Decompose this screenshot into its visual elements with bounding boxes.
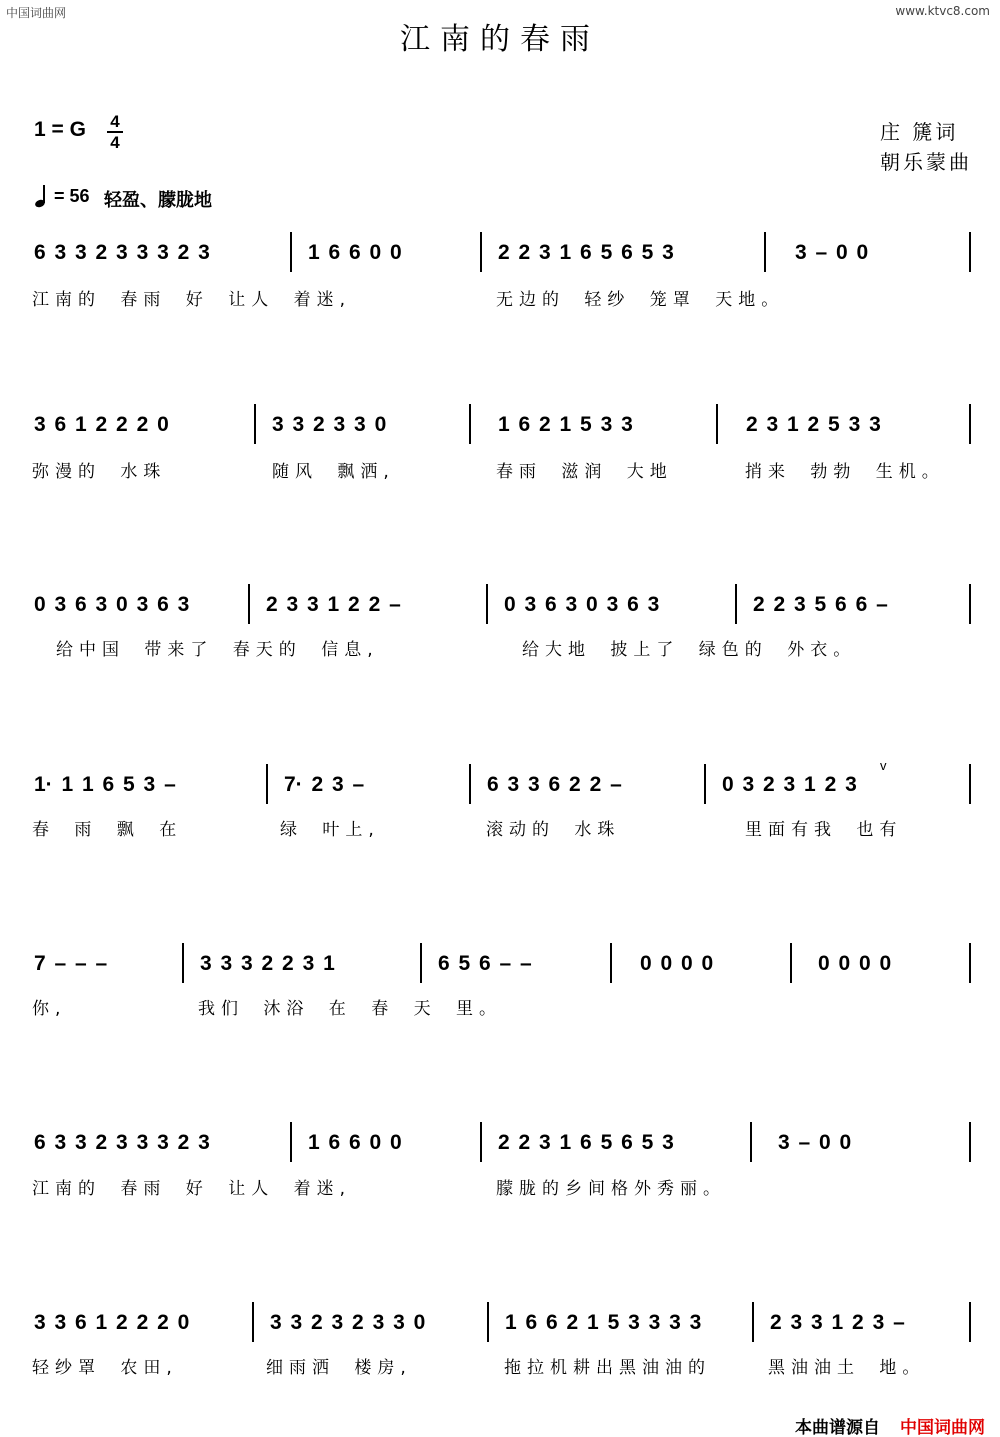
measure: 3 3 2 3 3 0 xyxy=(272,413,387,436)
composer-credit: 朝乐蒙曲 xyxy=(880,150,972,174)
measure: 6 3 3 2 3 3 3 2 3 xyxy=(34,1131,210,1154)
site-label-left: 中国词曲网 xyxy=(6,6,67,20)
measure: 2 2 3 5 6 6 – xyxy=(753,593,888,616)
measure: 2 2 3 1 6 5 6 5 3 xyxy=(498,1131,674,1154)
barline xyxy=(266,764,268,804)
tempo-text: 轻盈、朦胧地 xyxy=(104,190,212,210)
measure: 7 – – – xyxy=(34,952,108,975)
barline xyxy=(969,764,971,804)
barline xyxy=(750,1122,752,1162)
lyric-line: 给中国 带来了 春天的 信息, xyxy=(56,640,379,660)
measure: 1 6 6 2 1 5 3 3 3 3 xyxy=(505,1311,702,1334)
barline xyxy=(487,1302,489,1342)
barline xyxy=(420,943,422,983)
lyric-line: 春 雨 飘 在 xyxy=(32,820,183,840)
barline xyxy=(704,764,706,804)
lyricist-credit: 庄 篪词 xyxy=(880,120,959,144)
lyric-line: 拖拉机耕出黑油油的 xyxy=(504,1358,711,1378)
measure: 1 6 6 0 0 xyxy=(308,241,402,264)
lyric-line: 我们 沐浴 在 春 天 里。 xyxy=(198,999,503,1019)
lyric-line: 绿 叶上, xyxy=(280,820,380,840)
site-label-right: www.ktvc8.com xyxy=(895,4,990,18)
lyric-line: 给大地 披上了 绿色的 外衣。 xyxy=(522,640,857,660)
barline xyxy=(290,1122,292,1162)
time-signature-top: 4 xyxy=(110,112,120,131)
tempo-value: = 56 xyxy=(54,186,90,206)
barline xyxy=(969,1302,971,1342)
quarter-note-head xyxy=(34,199,46,209)
lyric-line: 你, xyxy=(32,999,67,1019)
measure: 3 6 1 2 2 2 0 xyxy=(34,413,169,436)
measure: 3 3 2 3 2 3 3 0 xyxy=(270,1311,426,1334)
lyric-line: 无边的 轻纱 笼罩 天地。 xyxy=(496,290,785,310)
quarter-note-icon xyxy=(34,185,50,209)
barline xyxy=(969,943,971,983)
lyric-line: 黑油油土 地。 xyxy=(768,1358,926,1378)
measure: 6 3 3 6 2 2 – xyxy=(487,773,622,796)
barline xyxy=(752,1302,754,1342)
lyric-line: 滚动的 水珠 xyxy=(486,820,621,840)
lyric-line: 弥漫的 水珠 xyxy=(32,462,167,482)
lyric-line: 朦胧的乡间格外秀丽。 xyxy=(496,1179,726,1199)
song-title: 江南的春雨 xyxy=(400,22,600,57)
barline xyxy=(969,232,971,272)
measure: 2 3 3 1 2 3 – xyxy=(770,1311,905,1334)
measure: 3 3 6 1 2 2 2 0 xyxy=(34,1311,190,1334)
barline xyxy=(480,232,482,272)
lyric-line: 里面有我 也有 xyxy=(745,820,903,840)
measure: 1 6 2 1 5 3 3 xyxy=(498,413,633,436)
lyric-line: 随风 飘洒, xyxy=(272,462,395,482)
barline xyxy=(716,404,718,444)
time-signature xyxy=(106,113,124,151)
footer-source-site: 中国词曲网 xyxy=(900,1418,985,1437)
breath-mark: v xyxy=(880,758,887,773)
time-signature-bottom: 4 xyxy=(110,133,120,152)
lyric-line: 轻纱罩 农田, xyxy=(32,1358,178,1378)
measure: 3 3 3 2 2 3 1 xyxy=(200,952,335,975)
measure: 7· 2 3 – xyxy=(284,773,365,796)
measure: 1 6 6 0 0 xyxy=(308,1131,402,1154)
barline xyxy=(469,764,471,804)
barline xyxy=(182,943,184,983)
measure: 0 0 0 0 xyxy=(818,952,892,975)
barline xyxy=(969,584,971,624)
barline xyxy=(290,232,292,272)
barline xyxy=(254,404,256,444)
barline xyxy=(764,232,766,272)
measure: 2 2 3 1 6 5 6 5 3 xyxy=(498,241,674,264)
measure: 0 0 0 0 xyxy=(640,952,714,975)
measure: 6 5 6 – – xyxy=(438,952,532,975)
barline xyxy=(969,1122,971,1162)
measure: 6 3 3 2 3 3 3 2 3 xyxy=(34,241,210,264)
barline xyxy=(969,404,971,444)
footer-source-label: 本曲谱源自 xyxy=(795,1418,880,1437)
barline xyxy=(610,943,612,983)
measure: 0 3 6 3 0 3 6 3 xyxy=(504,593,660,616)
barline xyxy=(480,1122,482,1162)
measure: 2 3 1 2 5 3 3 xyxy=(746,413,881,436)
measure: 3 – 0 0 xyxy=(778,1131,852,1154)
lyric-line: 细雨洒 楼房, xyxy=(266,1358,412,1378)
lyric-line: 捎来 勃勃 生机。 xyxy=(745,462,945,482)
barline xyxy=(790,943,792,983)
barline xyxy=(248,584,250,624)
barline xyxy=(735,584,737,624)
key-signature: 1 = G xyxy=(34,118,86,141)
lyric-line: 江南的 春雨 好 让人 着迷, xyxy=(32,290,352,310)
measure: 0 3 6 3 0 3 6 3 xyxy=(34,593,190,616)
measure: 0 3 2 3 1 2 3 xyxy=(722,773,857,796)
lyric-line: 江南的 春雨 好 让人 着迷, xyxy=(32,1179,352,1199)
barline xyxy=(252,1302,254,1342)
measure: 3 – 0 0 xyxy=(795,241,869,264)
barline xyxy=(469,404,471,444)
measure: 2 3 3 1 2 2 – xyxy=(266,593,401,616)
lyric-line: 春雨 滋润 大地 xyxy=(496,462,673,482)
barline xyxy=(486,584,488,624)
measure: 1· 1 1 6 5 3 – xyxy=(34,773,176,796)
